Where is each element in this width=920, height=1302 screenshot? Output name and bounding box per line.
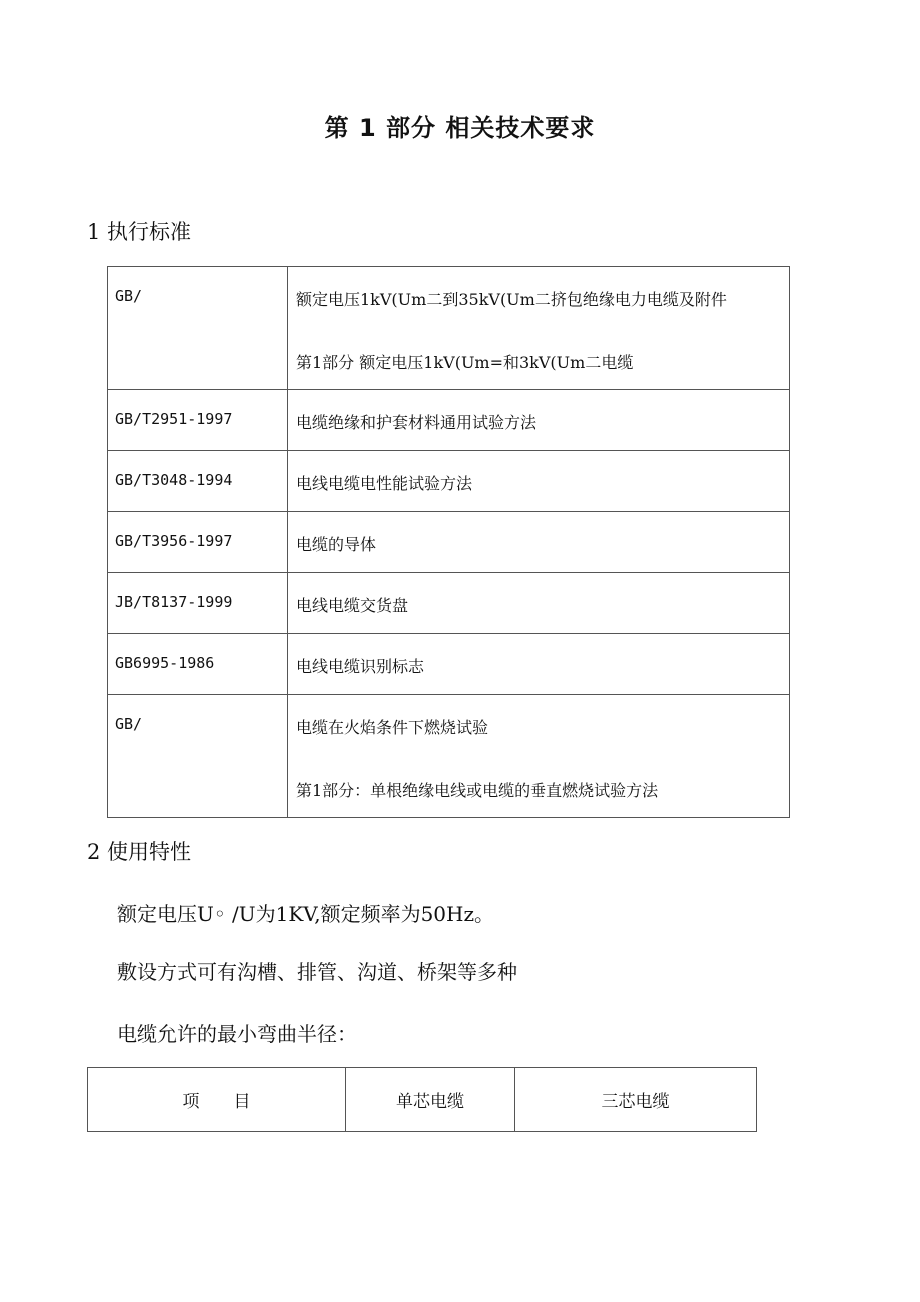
standard-desc: 电缆的导体 bbox=[288, 512, 790, 573]
table-row bbox=[108, 390, 790, 451]
standard-desc-line: 第1部分：单根绝缘电线或电缆的垂直燃烧试验方法 bbox=[296, 781, 659, 800]
standard-code: GB/ bbox=[108, 267, 288, 390]
standard-code: JB/T8137-1999 bbox=[108, 573, 288, 634]
standard-desc-line: 额定电压1kV(Um二到35kV(Um二挤包绝缘电力电缆及附件 bbox=[296, 290, 727, 309]
standard-desc: 电线电缆交货盘 bbox=[288, 573, 790, 634]
header-item: 项 目 bbox=[88, 1068, 346, 1132]
table-row bbox=[108, 451, 790, 512]
bend-radius-table bbox=[87, 1067, 757, 1132]
standard-desc bbox=[288, 267, 790, 390]
table-row bbox=[108, 573, 790, 634]
section-heading-standards: 1 执行标准 bbox=[87, 220, 192, 244]
standard-code: GB/T3048-1994 bbox=[108, 451, 288, 512]
standard-desc-line: 电缆在火焰条件下燃烧试验 bbox=[296, 718, 489, 737]
standard-desc: 电缆绝缘和护套材料通用试验方法 bbox=[288, 390, 790, 451]
laying-method-paragraph: 敷设方式可有沟槽、排管、沟道、桥架等多种 bbox=[117, 960, 517, 984]
table-row bbox=[108, 512, 790, 573]
standard-code: GB/T2951-1997 bbox=[108, 390, 288, 451]
standard-desc bbox=[288, 695, 790, 818]
section-heading-characteristics: 2 使用特性 bbox=[87, 840, 192, 864]
standard-code: GB6995-1986 bbox=[108, 634, 288, 695]
bend-radius-paragraph: 电缆允许的最小弯曲半径： bbox=[117, 1022, 357, 1046]
page-title: 第 1 部分 相关技术要求 bbox=[324, 114, 596, 142]
header-three-core: 三芯电缆 bbox=[515, 1068, 757, 1132]
standard-desc-line: 第1部分 额定电压1kV(Um=和3kV(Um二电缆 bbox=[296, 353, 634, 372]
table-row bbox=[108, 267, 790, 390]
standard-code: GB/ bbox=[108, 695, 288, 818]
standards-table bbox=[107, 266, 790, 818]
table-header-row bbox=[88, 1068, 757, 1132]
table-row bbox=[108, 695, 790, 818]
standard-code: GB/T3956-1997 bbox=[108, 512, 288, 573]
rated-voltage-paragraph: 额定电压U◦ /U为1KV,额定频率为50Hz。 bbox=[117, 902, 495, 926]
standard-desc: 电线电缆电性能试验方法 bbox=[288, 451, 790, 512]
header-single-core: 单芯电缆 bbox=[346, 1068, 515, 1132]
table-row bbox=[108, 634, 790, 695]
standard-desc: 电线电缆识别标志 bbox=[288, 634, 790, 695]
